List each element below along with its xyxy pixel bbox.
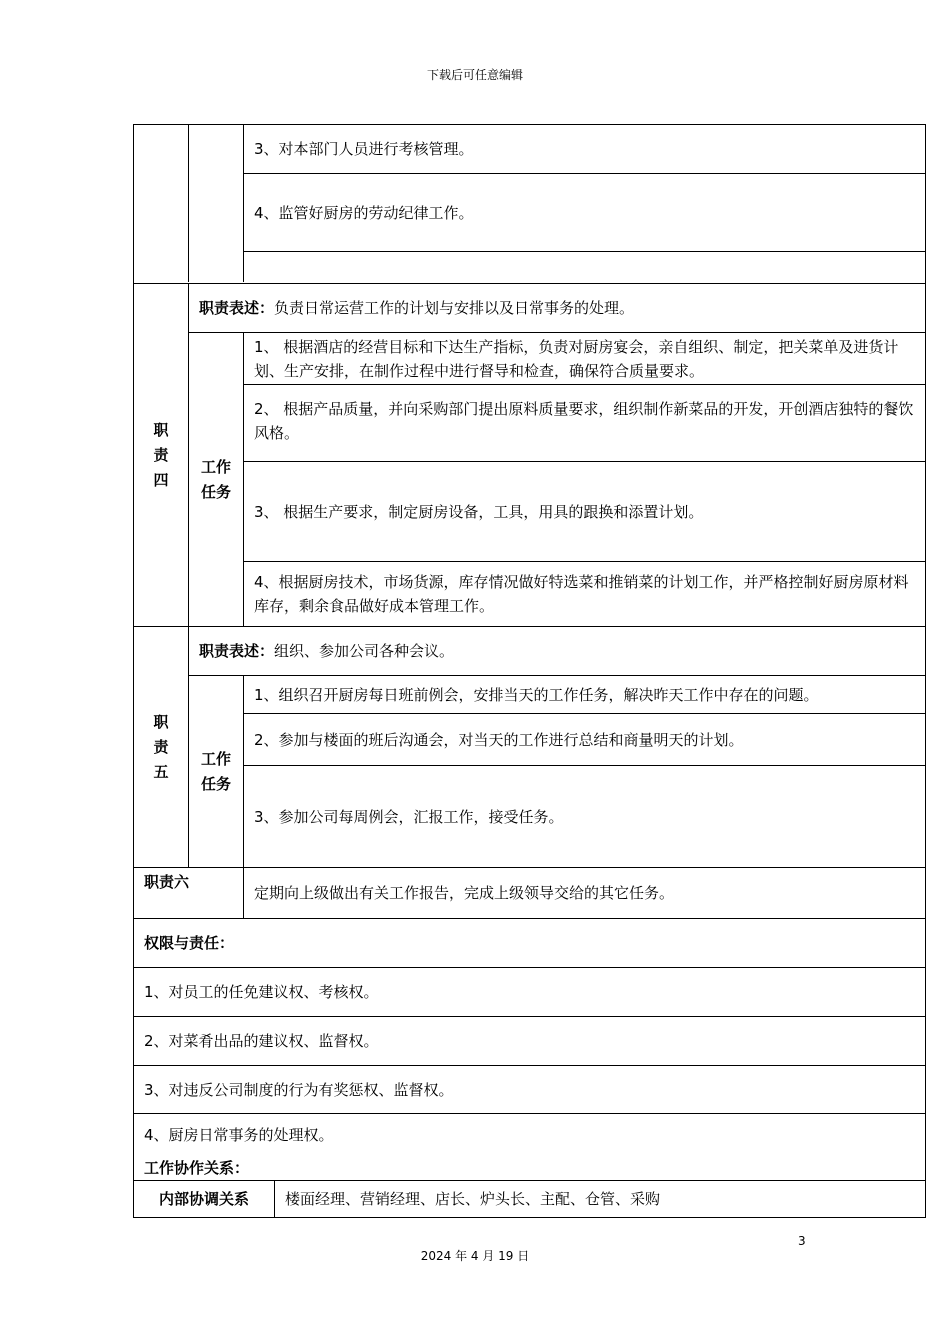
footer-date: 2024 年 4 月 19 日 <box>420 1249 530 1263</box>
duty4-task-4: 4、根据厨房技术，市场货源，库存情况做好特选菜和推销菜的计划工作，并严格控制好厨房原材料库存，剩余食品做好成本管理工作。 <box>254 573 909 615</box>
duty4-task-1: 1、 根据酒店的经营目标和下达生产指标，负责对厨房宴会，亲自组织、制定，把关菜单及进货计划、生产安排，在制作过程中进行督导和检查，确保符合质量要求。 <box>254 337 899 380</box>
duty4-desc-label: 职责表述： <box>199 299 275 317</box>
page-header: 下载后可任意编辑 <box>426 68 523 82</box>
duty6-title: 职责六 <box>144 873 190 891</box>
duty5-description <box>189 627 925 675</box>
duty5-desc-text: 组织、参加公司各种会议。 <box>274 642 455 660</box>
duty3-task-3: 3、对本部门人员进行考核管理。 <box>254 140 474 158</box>
internal-coordination-label: 内部协调关系 <box>158 1190 249 1208</box>
duty6-text: 定期向上级做出有关工作报告，完成上级领导交给的其它任务。 <box>254 884 675 902</box>
authority-title: 权限与责任： <box>144 934 235 952</box>
duty5-title <box>134 627 188 867</box>
duty5-task-label <box>189 676 243 867</box>
duty4-title-char: 责 <box>153 445 169 464</box>
duty5-title-char: 责 <box>153 737 169 756</box>
authority-item-1: 1、对员工的任免建议权、考核权。 <box>144 983 379 1001</box>
authority-item-2: 2、对菜肴出品的建议权、监督权。 <box>144 1032 379 1050</box>
page-number: 3 <box>798 1234 806 1248</box>
table-border-right <box>925 124 926 1218</box>
duty4-description <box>189 284 925 332</box>
duty5-title-char: 职 <box>153 712 169 731</box>
duty5-title-char: 五 <box>153 762 169 781</box>
duty5-desc-label: 职责表述： <box>199 642 275 660</box>
duty3-task-4: 4、监管好厨房的劳动纪律工作。 <box>254 203 474 222</box>
duty5-task-2: 2、参加与楼面的班后沟通会，对当天的工作进行总结和商量明天的计划。 <box>254 730 744 749</box>
col-divider <box>188 124 189 282</box>
task-label-line: 工作 <box>200 457 231 476</box>
duty4-title-char: 四 <box>153 470 169 489</box>
duty5-task-3: 3、参加公司每周例会，汇报工作，接受任务。 <box>254 807 564 826</box>
authority-item-3: 3、对违反公司制度的行为有奖惩权、监督权。 <box>144 1080 454 1099</box>
authority-item-4: 4、厨房日常事务的处理权。 <box>144 1126 334 1144</box>
task-label-line: 任务 <box>200 482 231 501</box>
duty4-task-2: 2、 根据产品质量，并向采购部门提出原料质量要求，组织制作新菜品的开发，开创酒店独特的餐饮风格。 <box>254 400 914 442</box>
internal-coordination-value: 楼面经理、营销经理、店长、炉头长、主配、仓管、采购 <box>285 1190 661 1208</box>
duty4-task-3: 3、 根据生产要求，制定厨房设备，工具，用具的跟换和添置计划。 <box>254 502 704 521</box>
task-label-line: 工作 <box>200 749 231 768</box>
duty4-desc-text: 负责日常运营工作的计划与安排以及日常事务的处理。 <box>274 299 635 317</box>
row-divider <box>133 1217 926 1218</box>
duty4-task-label <box>189 333 243 626</box>
duty4-title <box>134 284 188 626</box>
cooperation-title: 工作协作关系： <box>144 1158 250 1177</box>
duty5-task-1: 1、组织召开厨房每日班前例会，安排当天的工作任务，解决昨天工作中存在的问题。 <box>254 685 819 704</box>
task-label-line: 任务 <box>200 774 231 793</box>
duty4-title-char: 职 <box>153 420 169 439</box>
row-divider <box>243 251 926 252</box>
